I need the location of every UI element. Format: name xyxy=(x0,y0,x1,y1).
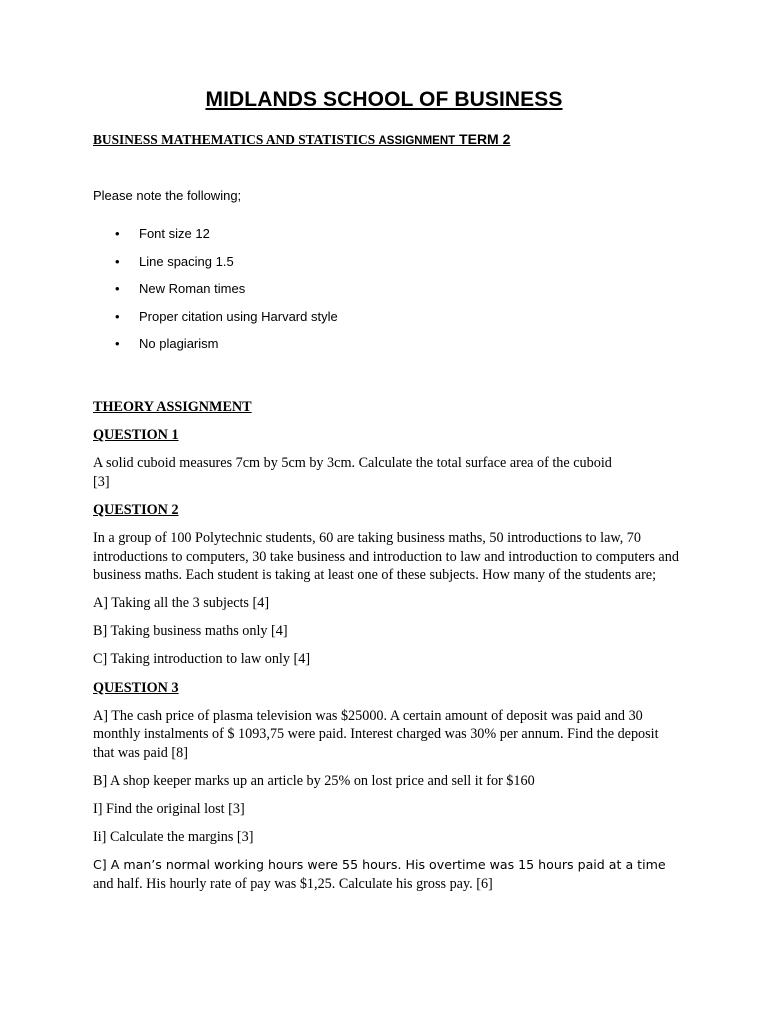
question-2-part-b: B] Taking business maths only [4] xyxy=(93,623,288,640)
assignment-content xyxy=(93,398,683,903)
note-text: Please note the following; xyxy=(93,188,242,203)
question-3-part-c-line-2: and half. His hourly rate of pay was $1,25. Calculate his gross pay. [6] xyxy=(93,875,493,892)
theory-heading: THEORY ASSIGNMENT xyxy=(93,399,252,415)
document-subtitle xyxy=(93,131,510,148)
bullet-icon: • xyxy=(115,253,120,269)
rule-text: Proper citation using Harvard style xyxy=(139,308,338,324)
rule-text: New Roman times xyxy=(139,281,246,296)
question-3-part-a: A] The cash price of plasma television was $25000. A certain amount of deposit was paid and 30 monthly instalments of $ 1093,75 were paid. Interest charged was 30% per annum. Find the deposit that was paid [8] xyxy=(93,707,659,761)
bullet-icon: • xyxy=(115,281,120,296)
question-3-part-b-i: I] Find the original lost [3] xyxy=(93,801,245,817)
rule-item xyxy=(108,252,338,280)
question-1-heading: QUESTION 1 xyxy=(93,427,179,444)
question-3-part-c-line-1: C] A man’s normal working hours were 55 hours. His overtime was 15 hours paid at a time xyxy=(93,857,666,873)
bullet-icon: • xyxy=(115,226,120,241)
rule-text: No plagiarism xyxy=(139,336,219,351)
question-2-part-c: C] Taking introduction to law only [4] xyxy=(93,651,311,668)
bullet-icon: • xyxy=(115,308,120,324)
question-1-text xyxy=(93,454,683,491)
question-3-part-c xyxy=(93,856,683,893)
bullet-icon: • xyxy=(115,336,120,351)
rule-item xyxy=(108,224,338,252)
rule-item xyxy=(108,334,338,362)
question-2-part-a: A] Taking all the 3 subjects [4] xyxy=(93,595,270,612)
rule-text: Font size 12 xyxy=(139,226,210,241)
subtitle-term: TERM 2 xyxy=(455,131,511,147)
subtitle-assignment: ASSIGNMENT xyxy=(378,135,456,147)
rule-text: Line spacing 1.5 xyxy=(139,253,234,269)
rule-item xyxy=(108,279,338,307)
question-3-part-b: B] A shop keeper marks up an article by 25% on lost price and sell it for $160 xyxy=(93,772,535,789)
question-1-line-1: A solid cuboid measures 7cm by 5cm by 3cm. Calculate the total surface area of the cuboid xyxy=(93,455,612,472)
rules-list xyxy=(108,224,338,362)
question-3-part-b-ii: Ii] Calculate the margins [3] xyxy=(93,829,254,846)
subtitle-course: BUSINESS MATHEMATICS AND STATISTICS xyxy=(93,132,379,147)
question-1-line-2: [3] xyxy=(93,473,110,490)
rule-item xyxy=(108,307,338,335)
document-title: MIDLANDS SCHOOL OF BUSINESS xyxy=(205,88,563,111)
question-2-text: In a group of 100 Polytechnic students, 60 are taking business maths, 50 introductions to law, 70 introductions to computers, 30 take business and introduction to law and introduction to computers and business maths. Each student is taking at least one of these subjects. How many of the students are; xyxy=(93,529,679,584)
question-3-heading: QUESTION 3 xyxy=(93,679,179,696)
question-2-heading: QUESTION 2 xyxy=(93,501,179,518)
